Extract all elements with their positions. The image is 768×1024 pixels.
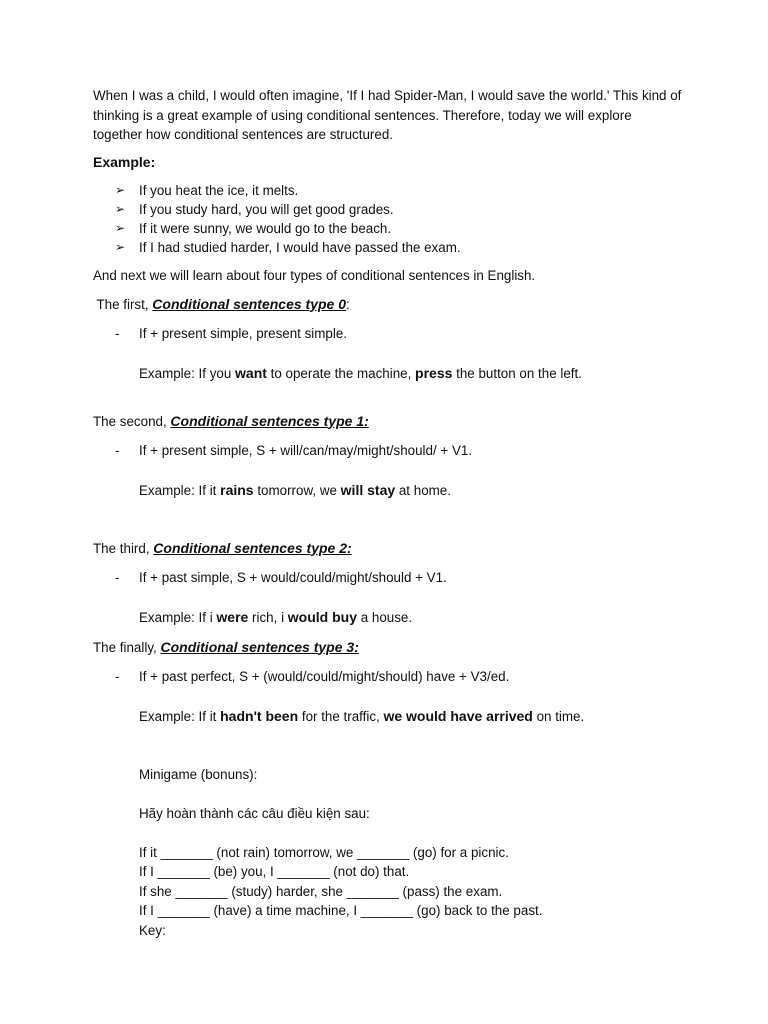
list-item: ➢ If you heat the ice, it melts. <box>115 183 299 198</box>
type-heading: The third, Conditional sentences type 2: <box>93 539 352 556</box>
example-line: Example: If i were rich, i would buy a house. <box>139 608 413 625</box>
intro-paragraph: When I was a child, I would often imagine, 'If I had Spider-Man, I would save the world.' This kind of thinking is a great example of using conditional sentences. Therefore, today we will explore together how conditional sentences are structured. <box>93 88 682 142</box>
type-title: Conditional sentences type 1: <box>170 412 369 429</box>
type-title: Conditional sentences type 0 <box>152 295 347 312</box>
dash-bullet: - <box>115 442 120 458</box>
type-heading: The second, Conditional sentences type 1: <box>93 412 369 429</box>
minigame-title: Minigame (bonuns): <box>139 766 258 782</box>
example-heading: Example: <box>93 153 156 170</box>
arrow-bullet-icon: ➢ <box>115 221 126 235</box>
dash-bullet: - <box>115 569 120 585</box>
minigame-instruction: Hãy hoàn thành các câu điều kiện sau: <box>139 805 370 821</box>
exercise-question: If she _______ (study) harder, she _______ (pass) the exam. <box>139 883 503 899</box>
arrow-bullet-icon: ➢ <box>115 202 126 216</box>
type-3-section <box>93 637 683 727</box>
arrow-bullet-icon: ➢ <box>115 183 126 197</box>
formula-line: - If + present simple, present simple. <box>93 324 683 344</box>
document-body <box>93 86 683 940</box>
exercise-question: If I _______ (have) a time machine, I _______ (go) back to the past. <box>139 903 543 918</box>
exercise-question: If it _______ (not rain) tomorrow, we _______ (go) for a picnic. <box>139 844 509 860</box>
key-label: Key: <box>139 922 166 938</box>
exercise-question: If I _______ (be) you, I _______ (not do) that. <box>139 864 410 879</box>
type-0-section <box>93 294 683 384</box>
list-item: ➢ If I had studied harder, I would have passed the exam. <box>115 240 461 255</box>
formula-line: - If + past perfect, S + (would/could/might/should) have + V3/ed. <box>93 667 683 687</box>
transition-paragraph: And next we will learn about four types of conditional sentences in English. <box>93 268 536 283</box>
example-line: Example: If it rains tomorrow, we will stay at home. <box>139 481 451 498</box>
type-title: Conditional sentences type 3: <box>160 638 359 655</box>
dash-bullet: - <box>115 325 120 341</box>
list-item: ➢ If you study hard, you will get good grades. <box>115 202 394 217</box>
list-item: ➢ If it were sunny, we would go to the beach. <box>115 221 392 236</box>
type-1-section <box>93 411 683 501</box>
type-title: Conditional sentences type 2: <box>153 539 352 556</box>
dash-bullet: - <box>115 668 120 684</box>
type-2-section <box>93 538 683 628</box>
formula-line: - If + present simple, S + will/can/may/might/should/ + V1. <box>93 441 683 461</box>
type-heading: The first, Conditional sentences type 0: <box>93 295 350 312</box>
minigame-section <box>93 765 683 941</box>
type-heading: The finally, Conditional sentences type 3: <box>93 638 359 655</box>
example-line: Example: If you want to operate the machine, press the button on the left. <box>139 364 582 381</box>
example-list <box>93 181 683 257</box>
formula-line: - If + past simple, S + would/could/might/should + V1. <box>93 568 683 588</box>
example-line: Example: If it hadn't been for the traffic, we would have arrived on time. <box>139 707 585 724</box>
arrow-bullet-icon: ➢ <box>115 240 126 254</box>
